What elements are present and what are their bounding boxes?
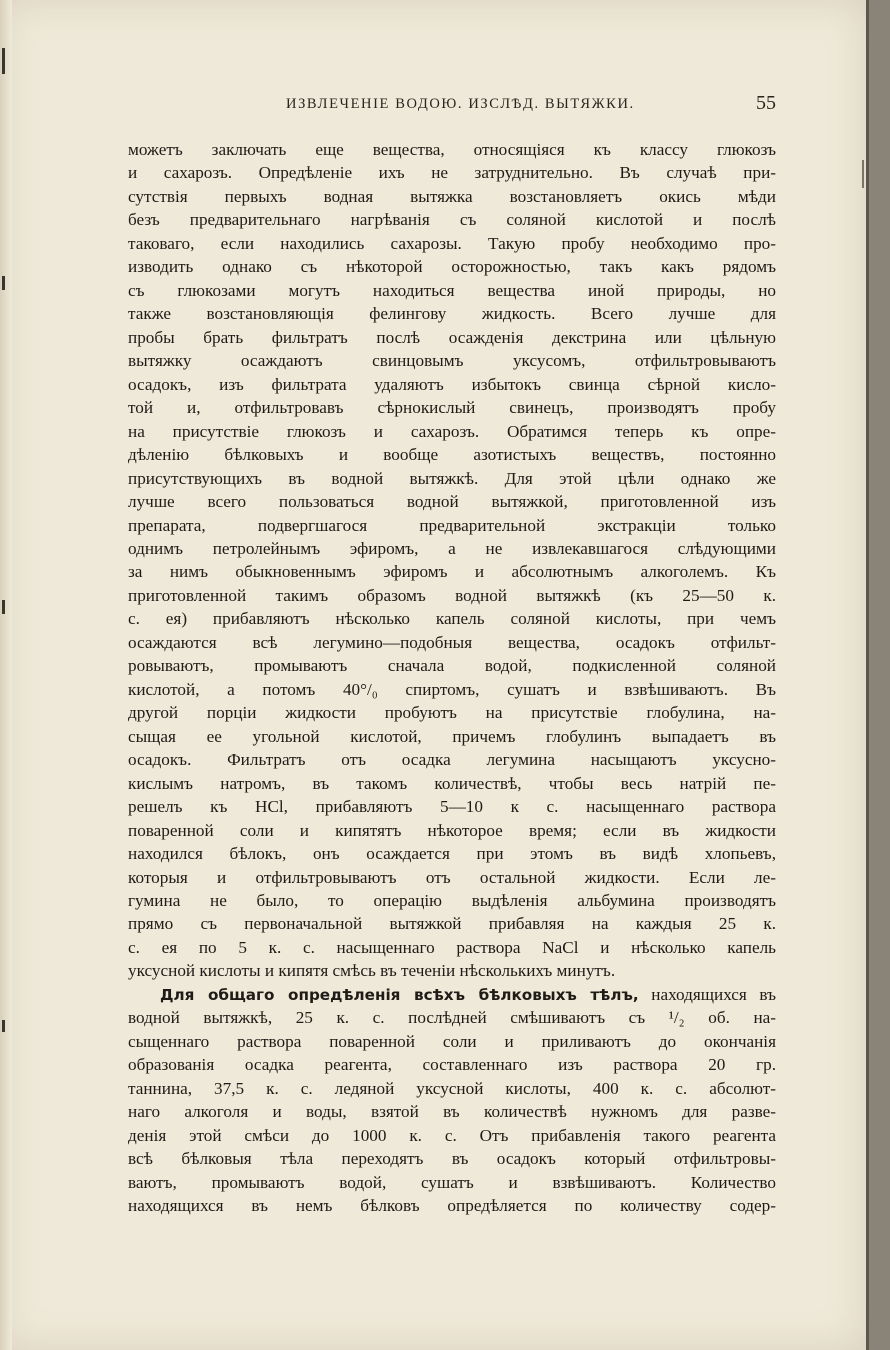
running-head: ИЗВЛЕЧЕНІЕ ВОДОЮ. ИЗСЛѢД. ВЫТЯЖКИ. [286, 96, 635, 112]
page-gutter [0, 0, 12, 1350]
text-line: однимъ петролейнымъ эфиромъ, а не извлекавшагося слѣдующими [128, 538, 776, 558]
paragraph [128, 983, 776, 1218]
text-line: находящихся въ немъ бѣлковъ опредѣляется по количеству содер- [128, 1196, 776, 1216]
text-line: образованія осадка реагента, составленнаго изъ раствора 20 гр. [128, 1055, 776, 1075]
text-line: изводить однако съ нѣкоторой осторожностью, такъ какъ рядомъ [128, 257, 776, 277]
text-run: находящихся въ [638, 984, 776, 1004]
page-number: 55 [756, 92, 776, 114]
text-line: ровываютъ, промываютъ сначала водой, подкисленной соляной [128, 656, 776, 676]
text-line: присутствующихъ въ водной вытяжкѣ. Для этой цѣли однако же [128, 468, 776, 488]
text-line: дѣленію бѣлковыхъ и вообще азотистыхъ веществъ, постоянно [128, 445, 776, 465]
text-line: уксусной кислоты и кипятя смѣсь въ теченіи нѣсколькихъ минутъ. [128, 961, 616, 981]
text-line: поваренной соли и кипятятъ нѣкоторое время; если въ жидкости [128, 820, 776, 840]
text-line: осадокъ. Фильтратъ отъ осадка легумина насыщаютъ уксусно- [128, 750, 776, 770]
text-line: пробы брать фильтратъ послѣ осажденія декстрина или цѣльную [128, 327, 776, 347]
text-line: той и, отфильтровавъ сѣрнокислый свинецъ, производятъ пробу [128, 398, 776, 418]
scan-edge [866, 0, 890, 1350]
text-line: таннина, 37,5 к. с. ледяной уксусной кислоты, 400 к. с. абсолют- [128, 1078, 776, 1098]
text-line: водной вытяжкѣ, 25 к. с. послѣдней смѣшиваютъ съ ¹/₂ об. на- [128, 1008, 776, 1028]
text-line: препарата, подвергшагося предварительной экстракціи только [128, 515, 776, 535]
margin-mark [2, 48, 5, 74]
text-line: кислотой, а потомъ 40°/₀ спиртомъ, сушатъ и взвѣшиваютъ. Въ [128, 679, 776, 699]
text-line: денія этой смѣси до 1000 к. с. Отъ прибавленія такого реагента [128, 1125, 776, 1145]
text-line: наго алкоголя и воды, взятой въ количествѣ нужномъ для разве- [128, 1102, 776, 1122]
text-line: осадокъ, изъ фильтрата удаляютъ избытокъ свинца сѣрной кисло- [128, 374, 776, 394]
text-line: съ глюкозами могутъ находиться вещества иной природы, но [128, 280, 776, 300]
text-line: сыщеннаго раствора поваренной соли и приливаютъ до окончанія [128, 1031, 776, 1051]
text-line: и сахарозъ. Опредѣленіе ихъ не затруднительно. Въ случаѣ при- [128, 163, 776, 183]
text-line: безъ предварительнаго нагрѣванія съ соляной кислотой и послѣ [128, 210, 776, 230]
margin-mark [862, 160, 864, 188]
text-line: на присутствіе глюкозъ и сахарозъ. Обратимся теперь къ опре- [128, 421, 776, 441]
text-line: решелъ къ HCl, прибавляютъ 5—10 к с. насыщеннаго раствора [128, 797, 776, 817]
text-line: находился бѣлокъ, онъ осаждается при этомъ въ видѣ хлопьевъ, [128, 844, 776, 864]
text-line: таковаго, если находились сахарозы. Такую пробу необходимо про- [128, 233, 776, 253]
text-line: сутствія первыхъ водная вытяжка возстановляетъ окись мѣди [128, 186, 776, 206]
text-line: осаждаются всѣ легумино—подобныя вещества, осадокъ отфильт- [128, 632, 776, 652]
text-line: прямо съ первоначальной вытяжкой прибавляя на каждыя 25 к. [128, 914, 776, 934]
text-line: гумина не было, то операцію выдѣленія альбумина производятъ [128, 891, 776, 910]
margin-mark [2, 600, 5, 614]
page-header [128, 92, 776, 122]
text-line: другой порціи жидкости пробуютъ на присутствіе глобулина, на- [128, 703, 776, 723]
text-line: за нимъ обыкновеннымъ эфиромъ и абсолютнымъ алкоголемъ. Къ [128, 562, 776, 582]
body-text [128, 138, 776, 1218]
text-line: с. ея по 5 к. с. насыщеннаго раствора NaCl и нѣсколько капель [128, 937, 776, 957]
text-line: сыщая ее угольной кислотой, причемъ глобулинъ выпадаетъ въ [128, 726, 776, 746]
margin-mark [2, 1020, 5, 1032]
text-line: приготовленной такимъ образомъ водной вытяжкѣ (къ 25—50 к. [128, 585, 776, 605]
text-line: лучше всего пользоваться водной вытяжкой, приготовленной изъ [128, 492, 776, 512]
text-line: ваютъ, промываютъ водой, сушатъ и взвѣшиваютъ. Количество [128, 1172, 776, 1192]
text-line: с. ея) прибавляютъ нѣсколько капель соляной кислоты, при чемъ [128, 609, 776, 629]
text-line: всѣ бѣлковыя тѣла переходятъ въ осадокъ который отфильтровы- [128, 1149, 776, 1169]
text-line: можетъ заключать еще вещества, относящіяся къ классу глюкозъ [128, 140, 776, 159]
text-line: которыя и отфильтровываютъ отъ остальной жидкости. Если ле- [128, 867, 776, 887]
text-line: вытяжку осаждаютъ свинцовымъ уксусомъ, отфильтровываютъ [128, 351, 776, 371]
bold-lead-in: Для общаго опредѣленія всѣхъ бѣлковыхъ тѣлъ, [160, 985, 639, 1004]
text-line [128, 983, 776, 1006]
margin-mark [2, 276, 5, 290]
paragraph [128, 138, 776, 983]
text-line: также возстановляющія фелингову жидкость. Всего лучше для [128, 304, 776, 324]
text-line: кислымъ натромъ, въ такомъ количествѣ, чтобы весь натрій пе- [128, 773, 776, 793]
